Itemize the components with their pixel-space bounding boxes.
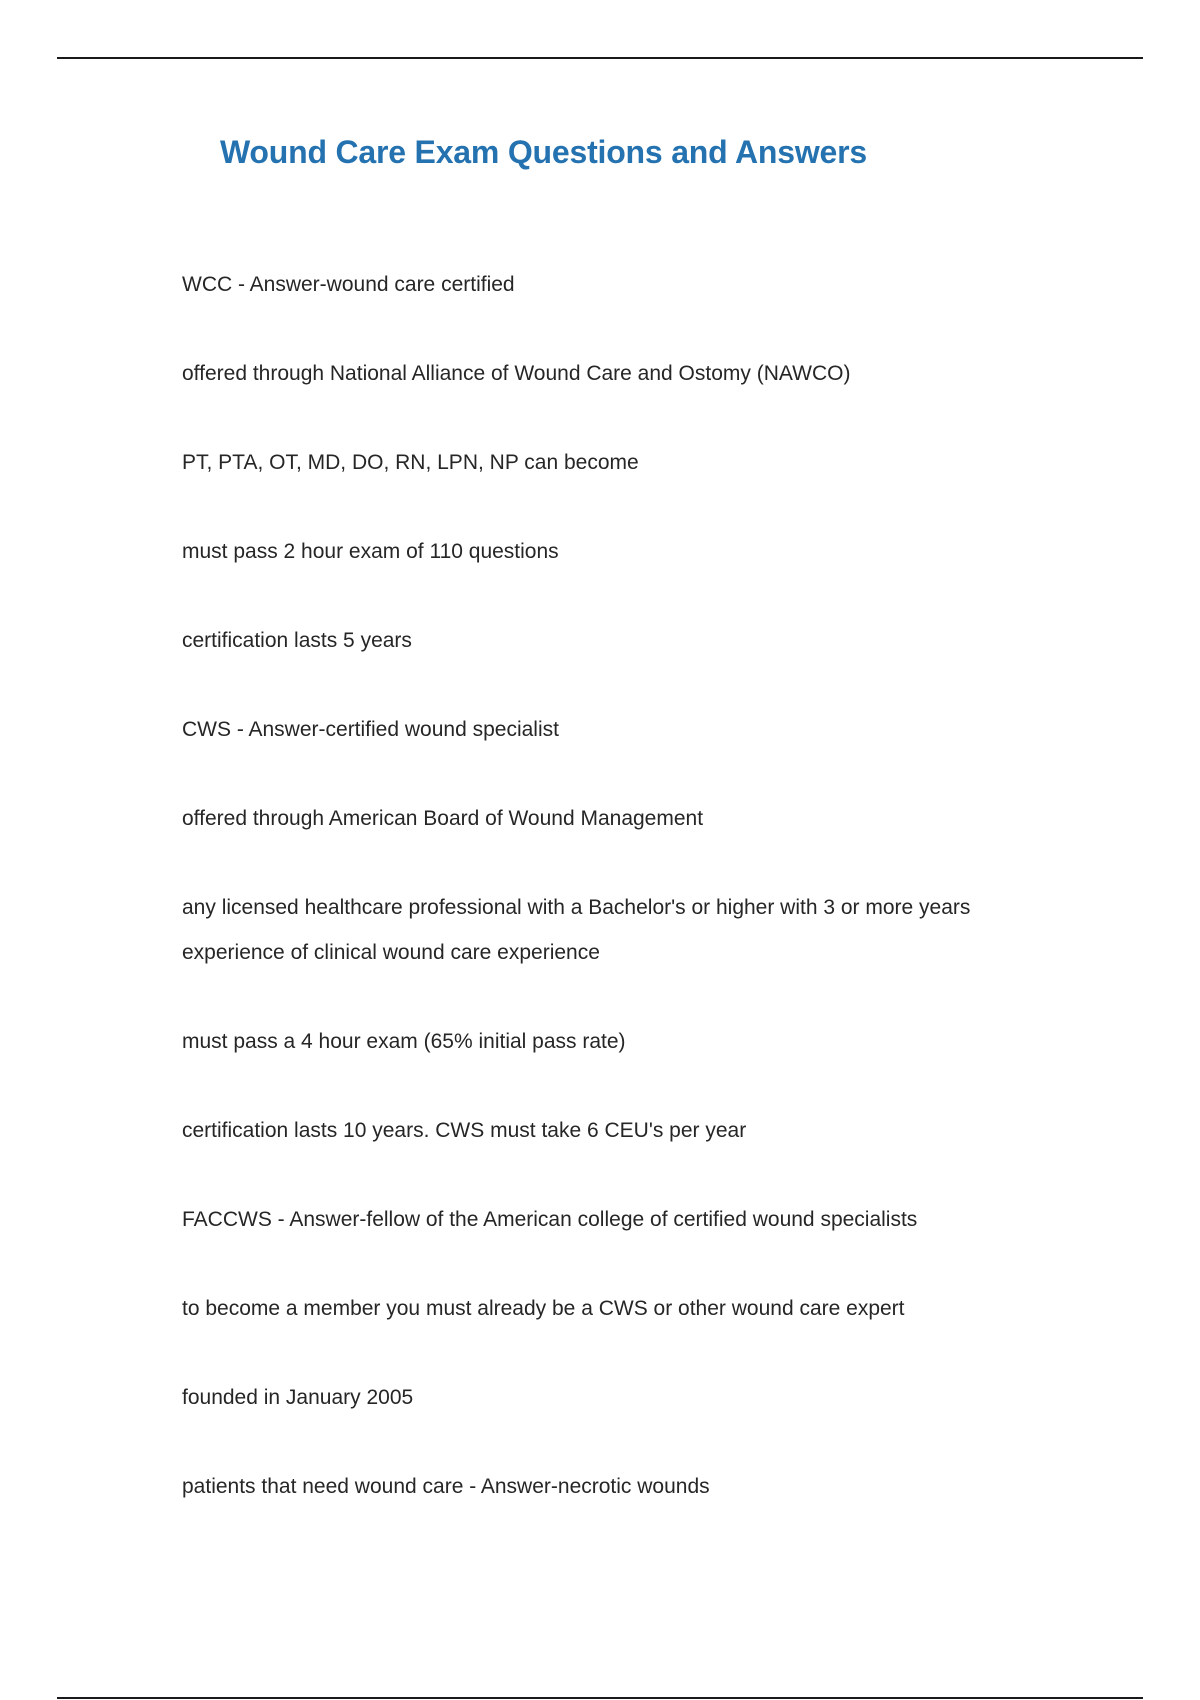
paragraph: offered through National Alliance of Wound Care and Ostomy (NAWCO)	[182, 362, 851, 385]
paragraph: certification lasts 10 years. CWS must take 6 CEU's per year	[182, 1119, 747, 1142]
paragraph: patients that need wound care - Answer-necrotic wounds	[182, 1475, 710, 1498]
paragraph: any licensed healthcare professional with a Bachelor's or higher with 3 or more years experience of clinical wound care experience	[182, 896, 971, 964]
header-rule	[57, 57, 1143, 59]
paragraph: must pass a 4 hour exam (65% initial pass rate)	[182, 1030, 626, 1053]
paragraph: must pass 2 hour exam of 110 questions	[182, 540, 559, 563]
paragraph: certification lasts 5 years	[182, 629, 412, 652]
footer-rule	[57, 1697, 1143, 1699]
document-title: Wound Care Exam Questions and Answers	[220, 134, 867, 170]
paragraph: FACCWS - Answer-fellow of the American college of certified wound specialists	[182, 1208, 918, 1231]
paragraph: offered through American Board of Wound Management	[182, 807, 704, 830]
paragraph: PT, PTA, OT, MD, DO, RN, LPN, NP can become	[182, 451, 639, 474]
paragraph: WCC - Answer-wound care certified	[182, 273, 515, 296]
paragraph: CWS - Answer-certified wound specialist	[182, 718, 559, 741]
paragraph: founded in January 2005	[182, 1386, 414, 1409]
paragraph: to become a member you must already be a CWS or other wound care expert	[182, 1297, 905, 1320]
document-body	[182, 262, 1062, 1553]
